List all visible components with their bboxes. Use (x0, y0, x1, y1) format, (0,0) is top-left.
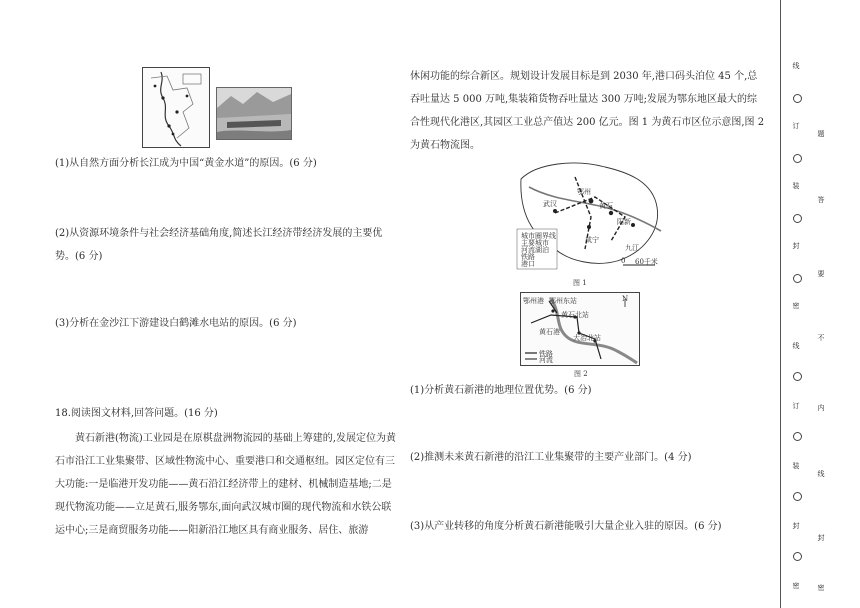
margin-circle (793, 274, 802, 283)
fig2-legend-river: 河流 (539, 356, 553, 364)
margin-circle (793, 432, 802, 441)
q18-sub2: (2)推测未来黄石新港的沿江工业集聚带的主要产业部门。(4 分) (410, 452, 692, 463)
q17-sub2-line1: (2)从资源环境条件与社会经济基础角度,简述长江经济带经济发展的主要优 (55, 228, 383, 239)
q17-sub2-line2: 势。(6 分) (55, 251, 103, 262)
margin-char: 密 (817, 584, 825, 591)
margin-char: 装 (792, 462, 800, 469)
fig1-place-jiujiang: 九江 (625, 244, 639, 252)
margin-char: 不 (817, 334, 825, 341)
q17-sub3: (3)分析在金沙江下游建设白鹤滩水电站的原因。(6 分) (55, 318, 297, 329)
fig1-legend-port: 港口 (521, 260, 535, 268)
margin-char: 答 (817, 196, 825, 203)
yangtze-map-figure (142, 67, 210, 148)
yangtze-map-sketch (143, 68, 209, 147)
q18-material-paragraph-2: 休闲功能的综合新区。规划设计发展目标是到 2030 年,港口码头泊位 45 个,总吞吐量达 5 000 万吨,集装箱货物吞吐量达 300 万吨;发展为鄂东地区最大的综合性现代化港区,其园区工业总产值达 200 亿元。图 1 为黄石市区位示意图,图 2 为黄石物流图。 (410, 71, 765, 151)
margin-char: 线 (792, 342, 800, 349)
margin-char: 内 (817, 404, 825, 411)
dam-photo-image (217, 88, 291, 139)
figure-2-caption: 图 2 (574, 370, 588, 378)
dam-photo (216, 87, 292, 140)
fig1-legend-railway: 铁路 (521, 253, 535, 261)
q18-header: 18.阅读图文材料,回答问题。(16 分) (55, 408, 218, 419)
fig1-scale-label: 60千米 (635, 258, 658, 266)
margin-char: 要 (817, 270, 825, 277)
fig1-scale-zero: 0 (621, 257, 626, 265)
fig1-place-xianning: 咸宁 (585, 236, 599, 244)
fig1-place-huangshi: 黄石 (599, 202, 613, 210)
q18-sub3: (3)从产业转移的角度分析黄石新港能吸引大量企业入驻的原因。(6 分) (410, 521, 722, 532)
figure-1-caption: 图 1 (573, 279, 587, 287)
margin-char: 订 (792, 122, 800, 129)
fig1-legend-city-boundary: 城市圈界线 (521, 232, 556, 240)
figure-2-logistics-map (520, 292, 640, 366)
margin-char: 订 (792, 402, 800, 409)
fig2-place-huangshi-north-station: 黄石北站 (561, 311, 589, 319)
margin-char: 装 (792, 182, 800, 189)
margin-char: 封 (792, 522, 800, 529)
q18-sub1: (1)分析黄石新港的地理位置优势。(6 分) (410, 385, 592, 396)
margin-circle (793, 154, 802, 163)
fig1-legend-river: 河流湖泊 (521, 246, 549, 254)
fig1-place-wuhan: 武汉 (543, 200, 557, 208)
margin-char: 封 (817, 534, 825, 541)
fig1-place-ezhou: 鄂州 (577, 188, 591, 196)
fig1-legend-city: 主要城市 (521, 239, 549, 247)
q17-sub1: (1)从自然方面分析长江成为中国“黄金水道”的原因。(6 分) (55, 158, 317, 169)
margin-circle (793, 492, 802, 501)
margin-char: 线 (817, 470, 825, 477)
fig2-legend-railway: 铁路 (539, 350, 553, 358)
fig1-place-yangxin: 阳新 (617, 218, 631, 226)
margin-circle (793, 552, 802, 561)
margin-char: 密 (792, 302, 800, 309)
margin-char: 题 (817, 130, 825, 137)
margin-char: 封 (792, 242, 800, 249)
margin-circle (793, 214, 802, 223)
fig2-north-arrow: N (622, 295, 629, 303)
margin-char: 密 (792, 582, 800, 589)
fig2-place-ezhou-east-station: 鄂州东站 (549, 297, 577, 305)
binding-margin-line (780, 0, 781, 608)
margin-char: 线 (792, 62, 800, 69)
q18-material-paragraph-1: 黄石新港(物流)工业园是在原棋盘洲物流园的基础上筹建的,发展定位为黄石市沿江工业集聚带、区域性物流中心、重要港口和交通枢纽。园区定位有三大功能:一是临港开发功能——黄石沿江经济带上的建材、机械制造基地;二是现代物流功能——立足黄石,服务鄂东,面向武汉城市圈的现代物流和水铁公联运中心;三是商贸服务功能——阳新沿江地区具有商业服务、居住、旅游 (55, 433, 396, 536)
figure-1-location-map (515, 157, 665, 271)
margin-circle (793, 94, 802, 103)
fig2-place-huangshi-port: 黄石港 (539, 328, 560, 336)
fig2-place-ezhou-port: 鄂州港 (523, 297, 544, 305)
margin-circle (793, 372, 802, 381)
fig2-place-daye-north-station: 大冶北站 (573, 334, 601, 342)
